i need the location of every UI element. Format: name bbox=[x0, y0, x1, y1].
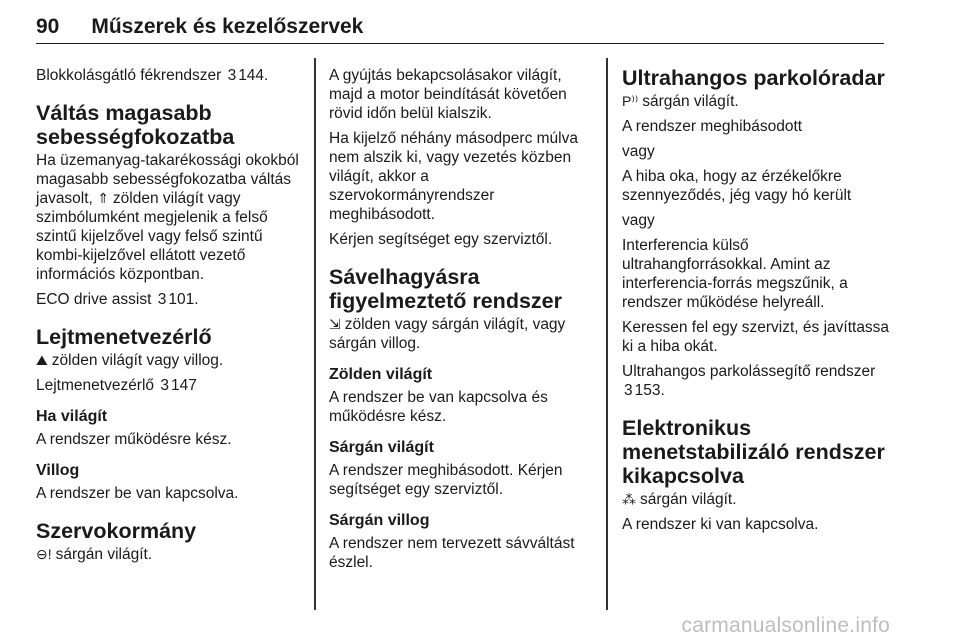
steering-warning-icon: ⊖! bbox=[36, 546, 52, 562]
page-ref-arrow-icon: 3 bbox=[227, 67, 237, 84]
page-ref-arrow-icon: 3 bbox=[624, 382, 633, 399]
paragraph: A gyújtás bekapcsolásakor világít, majd a motor beindítását követően rövid időn belül kialszik. bbox=[329, 67, 567, 122]
paragraph: A rendszer meghibásodott bbox=[622, 118, 803, 135]
paragraph: Keressen fel egy szervizt, és javíttassa ki a hiba okát. bbox=[622, 319, 890, 355]
upshift-icon: ⇑ bbox=[97, 190, 109, 206]
subheading: Ha világít bbox=[36, 408, 108, 425]
section-title-esc-off: Elektronikus menetstabilizáló rendszer kikapcsolva bbox=[622, 416, 885, 488]
paragraph: A rendszer nem tervezett sávváltást észlel. bbox=[329, 535, 575, 571]
park-assist-icon: P⁾⁾ bbox=[622, 93, 639, 109]
paragraph: A rendszer ki van kapcsolva. bbox=[622, 516, 819, 533]
column-right bbox=[622, 66, 890, 540]
paragraph: Kérjen segítséget egy szerviztől. bbox=[329, 231, 553, 248]
paragraph: vagy bbox=[622, 212, 655, 229]
lane-departure-icon: ⇲ bbox=[329, 316, 341, 332]
page-number: 90 bbox=[36, 15, 60, 38]
paragraph: Ha kijelző néhány másodperc múlva nem alszik ki, vagy vezetés közben világít, akkor a szervokormányrendszer meghibásodott. bbox=[329, 130, 578, 223]
paragraph: ⊖! sárgán világít. bbox=[36, 546, 153, 563]
paragraph: ⁂ sárgán világít. bbox=[622, 491, 737, 508]
subheading: Zölden világít bbox=[329, 366, 433, 383]
section-title-lane-departure: Sávelhagyásra figyelmeztető rendszer bbox=[329, 265, 562, 313]
column-middle bbox=[329, 66, 594, 578]
section-title-upshift: Váltás magasabb sebességfokozatba bbox=[36, 101, 235, 149]
section-title-power-steering: Szervokormány bbox=[36, 519, 197, 543]
paragraph: Interferencia külső ultrahangforrásokkal. Amint az interferencia-forrás megszűnik, a rendszer működése helyreáll. bbox=[622, 237, 848, 311]
paragraph: P⁾⁾ sárgán világít. bbox=[622, 93, 739, 110]
page-header bbox=[36, 6, 884, 44]
paragraph: A rendszer be van kapcsolva és működésre kész. bbox=[329, 389, 548, 425]
column-divider bbox=[606, 58, 608, 610]
column-left bbox=[36, 66, 306, 570]
subheading: Villog bbox=[36, 462, 80, 479]
paragraph: A rendszer működésre kész. bbox=[36, 431, 232, 448]
esc-off-icon: ⁂ bbox=[622, 491, 636, 507]
paragraph: Ha üzemanyag-takarékossági okokból magasabb sebességfokozatba váltás javasolt, ⇑ zölden világít vagy szimbólumként megjelenik a felső szintű kijelzővel vagy felső szintű kombi-kijelzővel ellátott vezető információs központban. bbox=[36, 152, 299, 283]
subheading: Sárgán világít bbox=[329, 439, 434, 456]
paragraph: A hiba oka, hogy az érzékelőkre szennyeződés, jég vagy hó került bbox=[622, 168, 852, 204]
section-title-hill-descent: Lejtmenetvezérlő bbox=[36, 325, 212, 349]
paragraph: ECO drive assist 3 101. bbox=[36, 291, 199, 308]
subheading: Sárgán villog bbox=[329, 512, 430, 529]
section-title-park-assist: Ultrahangos parkolóradar bbox=[622, 66, 885, 90]
paragraph: ⛰ zölden világít vagy villog. bbox=[36, 352, 224, 369]
paragraph: Ultrahangos parkolássegítő rendszer 3 153. bbox=[622, 363, 876, 399]
paragraph: A rendszer be van kapcsolva. bbox=[36, 485, 239, 502]
paragraph: A rendszer meghibásodott. Kérjen segítséget egy szerviztől. bbox=[329, 462, 563, 498]
paragraph: ⇲ zölden vagy sárgán világít, vagy sárgán villog. bbox=[329, 316, 566, 352]
column-divider bbox=[314, 58, 316, 610]
paragraph: vagy bbox=[622, 143, 655, 160]
hill-descent-icon: ⛰ bbox=[36, 352, 48, 368]
page-ref-arrow-icon: 3 bbox=[160, 377, 169, 394]
paragraph: Lejtmenetvezérlő 3 147 bbox=[36, 377, 197, 394]
watermark: carmanualsonline.info bbox=[681, 614, 890, 637]
page-ref-arrow-icon: 3 bbox=[157, 291, 167, 308]
intro-paragraph: Blokkolásgátló fékrendszer 3 144. bbox=[36, 67, 269, 84]
page-title: Műszerek és kezelőszervek bbox=[91, 15, 364, 38]
